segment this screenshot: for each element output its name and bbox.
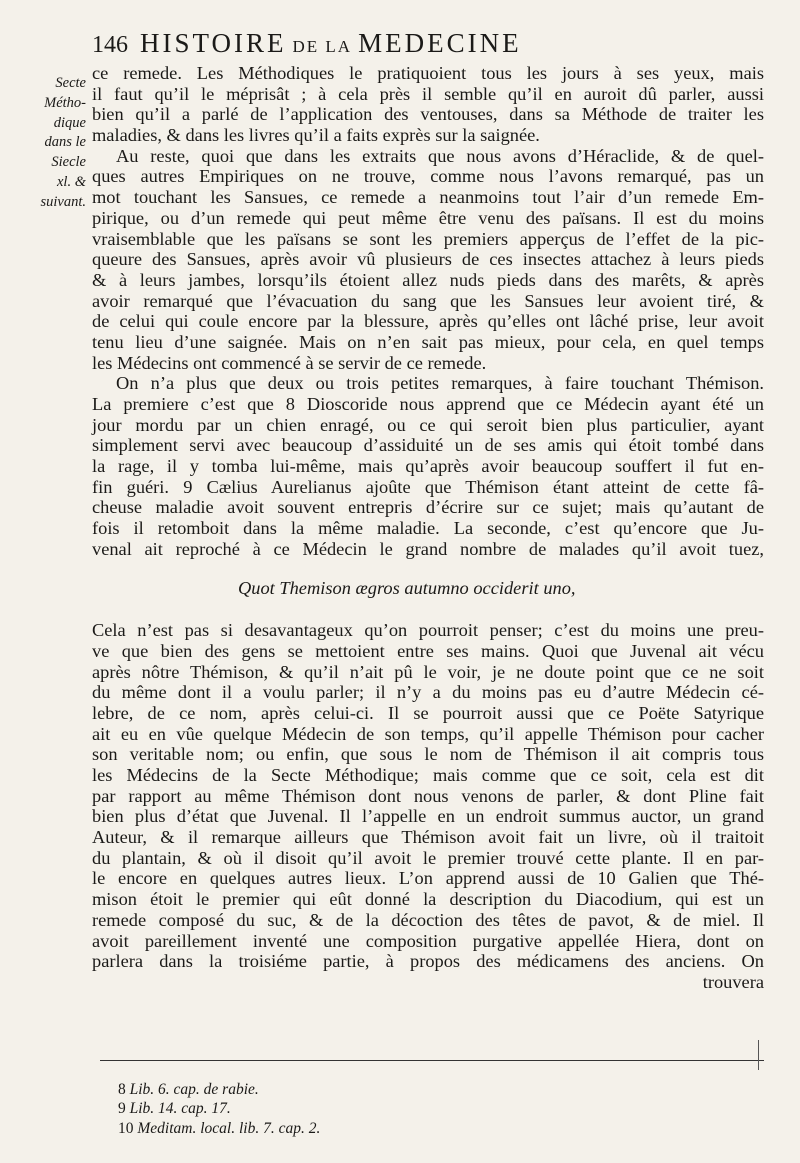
text-line: vraisemblable que les païsans se sont les premiers apperçus de l’effet de la pic- [92,228,764,249]
text-line: son veritable nom; ou enfin, que sous le nom de Thémison il ait compris tous [92,744,764,765]
text-line: tenu lieu d’une saignée. Mais on n’en sait pas mieux, pour cela, en quel temps [92,331,764,352]
text-line: maladies, & dans les livres qu’il a faits exprès sur la saignée. [92,125,540,146]
text-line: du plantain, & où il disoit qu’il avoit le premier trouvé cette plante. Il en par- [92,847,764,868]
text-line: il faut qu’il le méprisât ; à cela près il semble qu’il en auroit dû parler, aussi [92,83,764,104]
text-line: par rapport au même Thémison dont nous venons de parler, & dont Pline fait [92,785,764,806]
text-line: du même dont il a voulu parler; il n’y a du moins pas eu d’autre Médecin cé- [92,682,764,703]
text-line: fin guéri. 9 Cælius Aurelianus ajoûte que Thémison étant atteint de cette fâ- [92,476,764,497]
text-line: cheuse maladie avoit souvent entrepris d’écrire sur ce sujet; mais qu’autant de [92,497,764,518]
text-line: lebre, de ce nom, après celui-ci. Il se pourroit aussi que ce Poëte Satyrique [92,702,764,723]
paragraph-3 [92,373,764,559]
text-line: mot touchant les Sansues, ce remede a neanmoins tout l’air d’un remede Em- [92,187,764,208]
footnotes [118,1080,618,1138]
text-line: ve que bien des gens se mettoient entre ses mains. Quoi que Juvenal ait vécu [92,640,764,661]
text-line: mison étoit le premier qui eût donné la description du Diacodium, qui est un [92,889,764,910]
text-line: les Médecins ont commencé à se servir de ce remede. [92,352,487,373]
catchword: trouvera [702,971,764,992]
text-line: Auteur, & il remarque ailleurs que Thémison avoit fait un livre, où il traitoit [92,827,764,848]
text-line: après nôtre Thémison, & qu’il n’ait pû le voir, je ne doute point que ce ne soit [92,661,764,682]
footnote [118,1080,618,1099]
text-line: La premiere c’est que 8 Dioscoride nous apprend que ce Médecin ayant été un [92,394,764,414]
text-line: queure des Sansues, après avoir vû plusieurs de ces insectes attachez à leurs pieds [92,249,764,270]
text-line: fois il retomboit dans la même maladie. La seconde, c’est qu’encore que Ju- [92,518,764,539]
text-line: Au reste, quoi que dans les extraits que nous avons d’Héraclide, & de quel- [116,145,764,166]
margin-note-line: suivant. [40,193,86,210]
footnote [118,1119,618,1138]
text-line: simplement servi avec beaucoup d’assiduité un de ses amis qui étoit tombé dans [92,435,764,456]
paragraph-2 [92,146,764,374]
text-line: bien qu’il a parlé de l’application des ventouses, dans sa Méthode de traiter les [92,104,764,125]
text-line: le encore en quelques autres lieux. L’on apprend aussi de 10 Galien que Thé- [92,868,764,889]
footnote-number: 10 [118,1119,134,1137]
text-line: Cela n’est pas si desavantageux qu’on pourroit penser; c’est du moins une preu- [92,620,764,641]
paragraph-4 [92,620,764,992]
footnote-rule [100,1060,764,1061]
running-header [92,28,702,64]
text-line: venal ait reproché à ce Médecin le grand nombre de malades qu’il avoit tuez, [92,538,764,559]
footnote-text: Lib. 14. cap. 17. [129,1100,231,1118]
page-edge-mark [758,1040,763,1070]
footnote-text: Meditam. local. lib. 7. cap. 2. [137,1119,321,1137]
footnote-text: Lib. 6. cap. de rabie. [129,1081,259,1098]
footnote-number: 9 [118,1100,126,1118]
margin-note-line: dique [53,114,86,131]
margin-note-line: dans le [44,134,86,151]
page-number: 146 [92,32,128,58]
text-line: bien plus d’état que Juvenal. Il l’appelle en un endroit summus auctor, un grand [92,806,764,827]
running-title-part1: HISTOIRE [140,28,287,58]
text-line: les Médecins de la Secte Méthodique; mais comme que ce soit, cela est dit [92,765,764,785]
text-line: la rage, il y tomba lui-même, mais qu’après avoir beaucoup souffert il fut en- [92,456,764,477]
text-line: On n’a plus que deux ou trois petites remarques, à faire touchant Thémison. [116,373,764,394]
margin-note-line: Secte [55,75,86,91]
text-line: ait eu en vûe quelque Médecin de son temps, qu’il appelle Thémison pour cacher [92,723,764,744]
running-title [140,28,522,59]
running-title-small: DE LA [292,37,353,56]
running-title-part2: MEDECINE [358,28,522,58]
margin-note-line: Siecle [51,154,86,171]
text-line: parlera dans la troisiéme partie, à propos des médicamens des anciens. On [92,951,764,972]
margin-note-line: xl. & [57,173,86,190]
text-line: jour mordu par un chien enragé, ou ce qui seroit bien plus particulier, ayant [92,414,764,435]
text-line: avoit pareillement inventé une composition purgative appellée Hiera, dont on [92,930,764,951]
text-line: ce remede. Les Méthodiques le pratiquoient tous les jours à ses yeux, mais [92,63,764,83]
paragraph-1 [92,63,764,146]
text-line: ques autres Empiriques on ne trouve, comme nous l’avons remarqué, pas un [92,166,764,187]
main-text [92,63,764,993]
text-line: de celui qui coule encore par la blessure, après qu’elles ont lâché prise, leur avoit [92,311,764,332]
text-line: & à leurs jambes, lorsqu’ils étoient allez nuds pieds dans des marêts, & après [92,269,764,290]
text-line: remede composé du suc, & de la décoction des têtes de pavot, & de miel. Il [92,909,764,930]
footnote [118,1099,618,1118]
text-line: avoir remarqué que l’évacuation du sang que les Sansues leur avoient tiré, & [92,290,764,311]
margin-note-line: Métho- [44,94,86,111]
footnote-number: 8 [118,1081,126,1098]
text-line: pirique, ou d’un remede qui peut même être venu des païsans. Il est du moins [92,207,764,228]
margin-note [14,74,86,213]
juvenal-quote: Quot Themison ægros autumno occiderit uno, [238,577,576,598]
